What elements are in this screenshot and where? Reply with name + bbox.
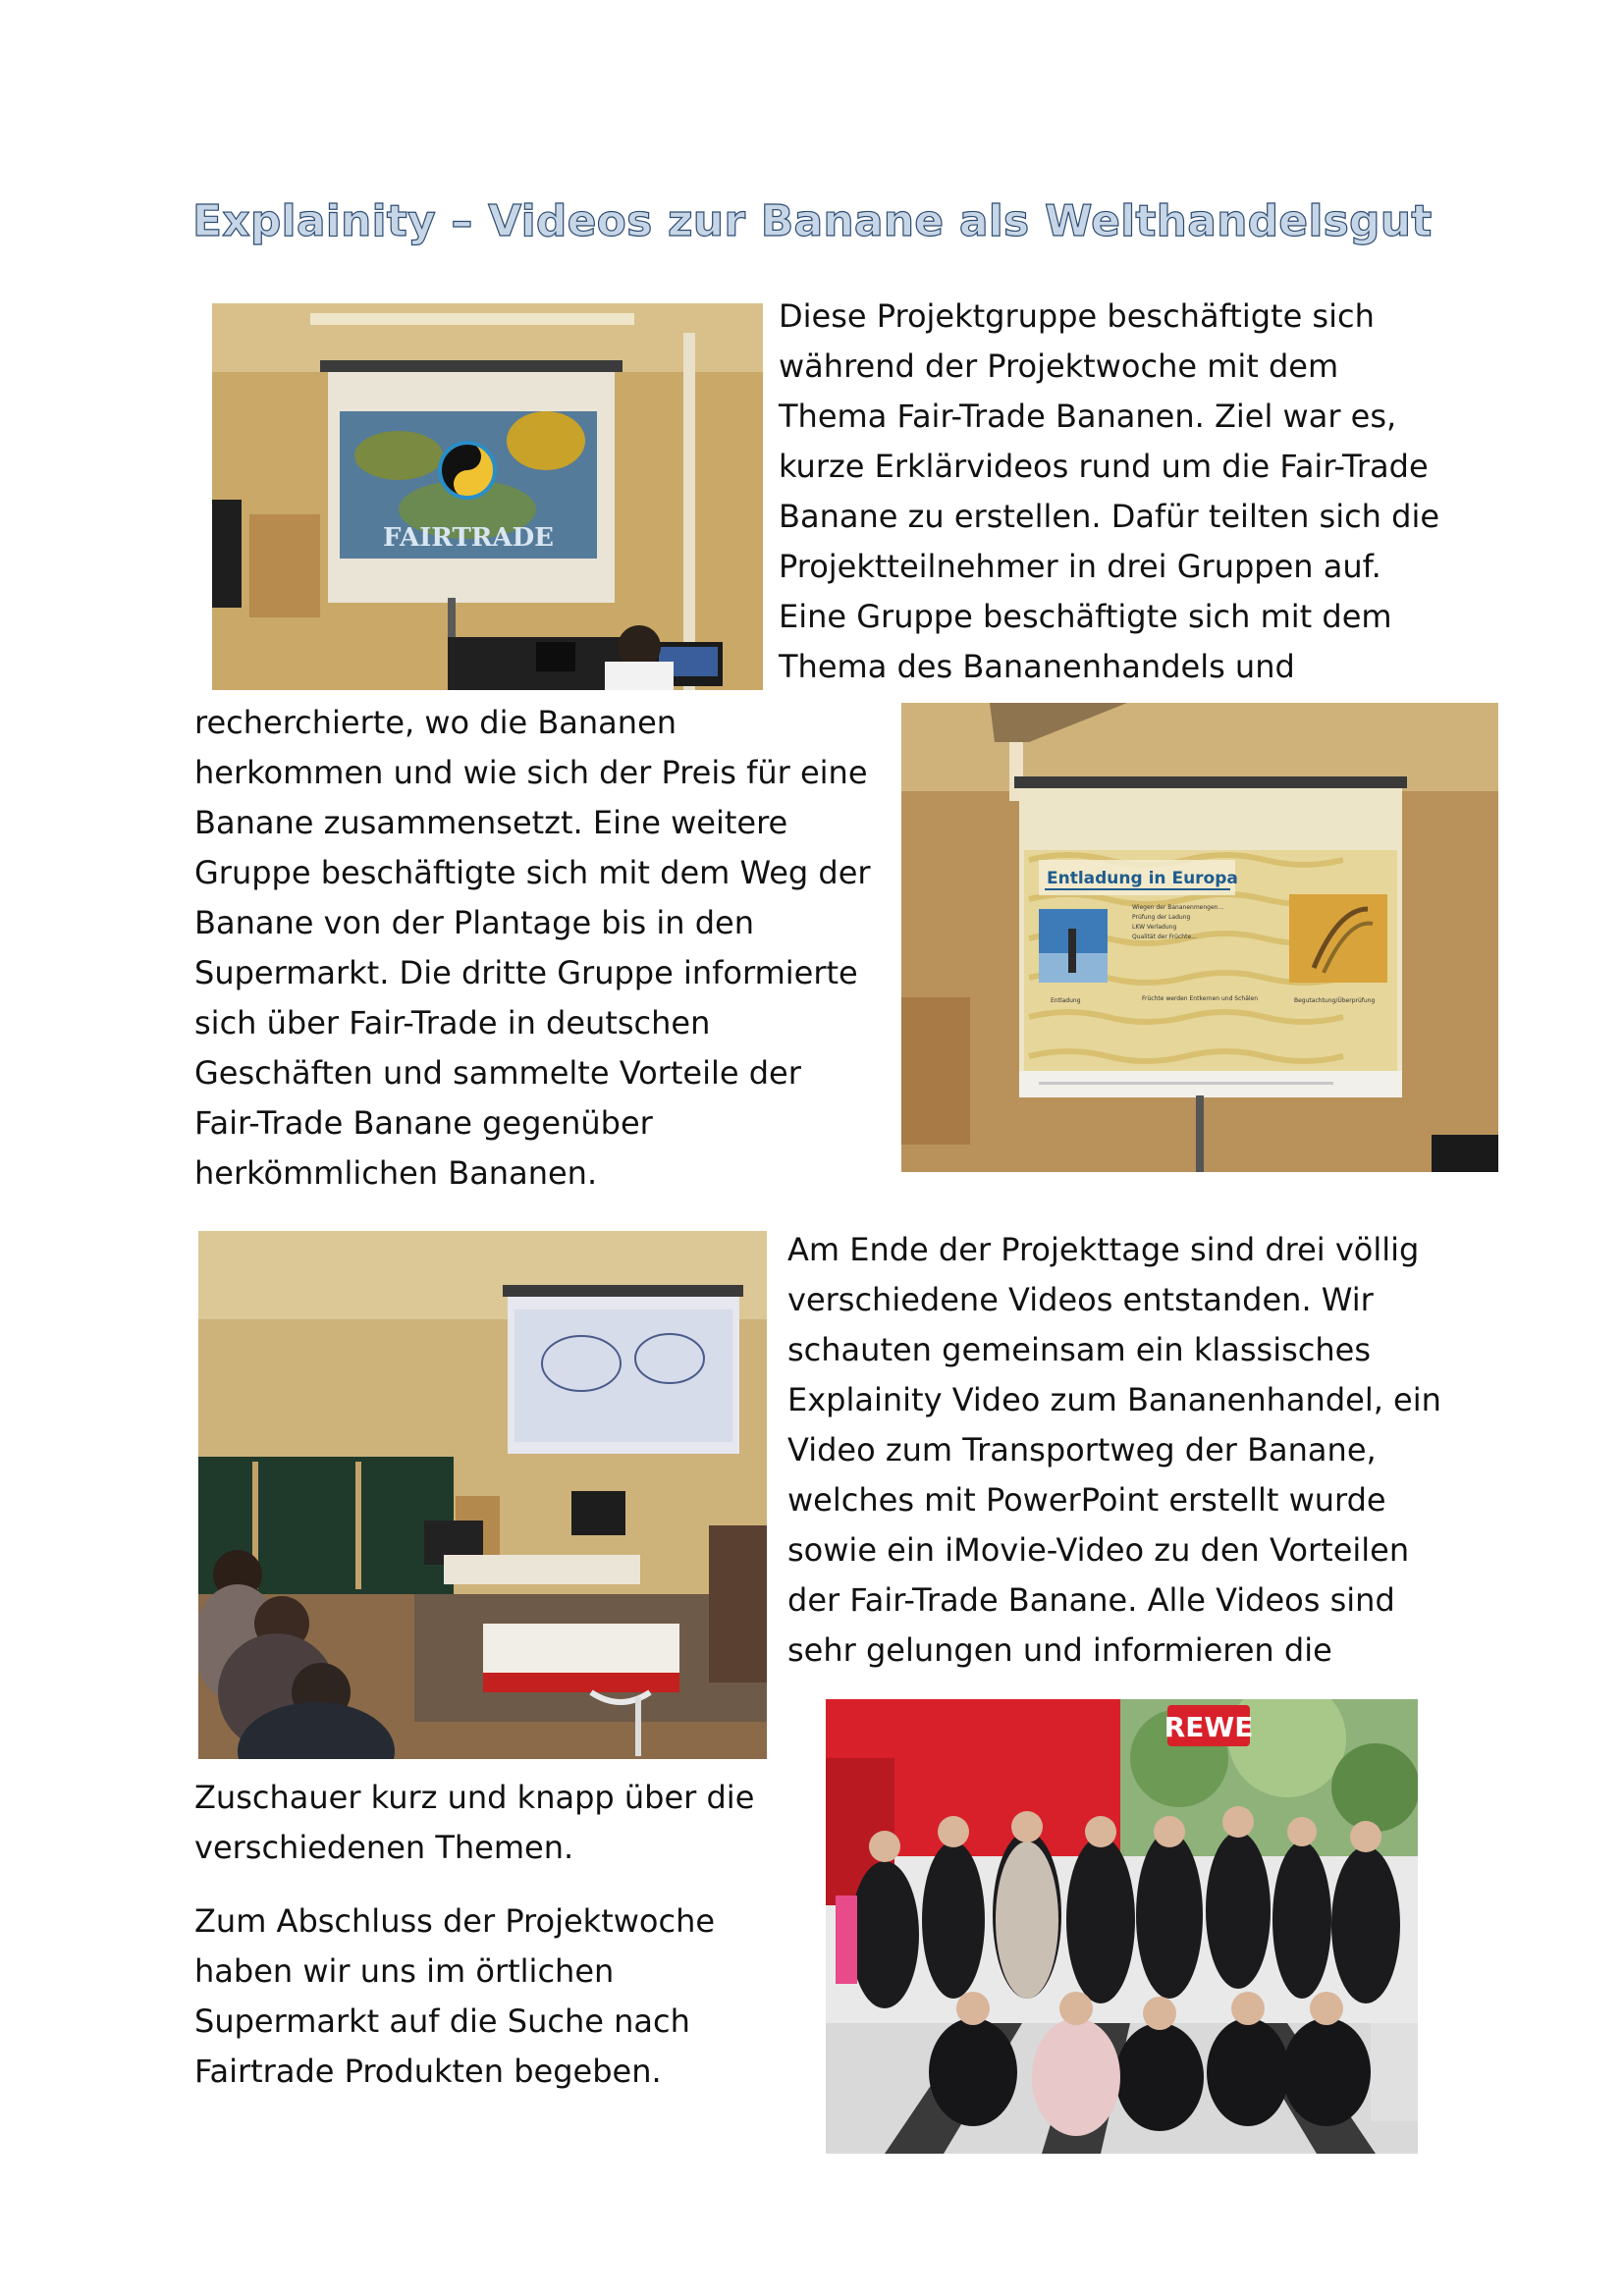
text-line: während der Projektwoche mit dem bbox=[779, 347, 1339, 385]
text-line: Am Ende der Projekttage sind drei völlig bbox=[787, 1231, 1420, 1268]
photo-rewe-group bbox=[826, 1699, 1418, 2154]
slide-caption-left: Entladung bbox=[1051, 997, 1081, 1004]
photo-classroom bbox=[198, 1231, 767, 1759]
text-line: verschiedenen Themen. bbox=[194, 1829, 574, 1866]
text-line: herkommen und wie sich der Preis für eine bbox=[194, 754, 868, 791]
text-line: haben wir uns im örtlichen bbox=[194, 1952, 615, 1990]
slide-bullet: Prüfung der Ladung bbox=[1132, 914, 1191, 921]
text-line: schauten gemeinsam ein klassisches bbox=[787, 1331, 1371, 1368]
slide-bullet: LKW Verladung bbox=[1132, 924, 1177, 931]
fairtrade-screen-text: FAIRTRADE bbox=[383, 523, 554, 553]
text-line: welches mit PowerPoint erstellt wurde bbox=[787, 1481, 1386, 1519]
text-line: Explainity Video zum Bananenhandel, ein bbox=[787, 1381, 1441, 1418]
text-line: herkömmlichen Bananen. bbox=[194, 1154, 598, 1192]
page-title: Explainity – Videos zur Banane als Welthandelsgut bbox=[192, 196, 1433, 246]
text-line: Zuschauer kurz und knapp über die bbox=[194, 1779, 755, 1816]
slide-title: Entladung in Europa bbox=[1047, 869, 1238, 888]
photo-fairtrade-screen bbox=[212, 303, 763, 690]
slide-bullet: Wiegen der Bananenmengen... bbox=[1132, 904, 1224, 911]
slide-caption-mid: Früchte werden Entkernen und Schälen bbox=[1142, 995, 1259, 1002]
text-line: der Fair-Trade Banane. Alle Videos sind bbox=[787, 1581, 1395, 1619]
paragraph-audience bbox=[194, 1773, 754, 1873]
text-line: sowie ein iMovie-Video zu den Vorteilen bbox=[787, 1531, 1410, 1569]
text-line: Banane zu erstellen. Dafür teilten sich die bbox=[779, 498, 1440, 535]
text-line: Banane zusammensetzt. Eine weitere bbox=[194, 804, 788, 841]
paragraph-videos bbox=[787, 1225, 1441, 1676]
text-line: Supermarkt. Die dritte Gruppe informierte bbox=[194, 954, 858, 991]
text-line: Supermarkt auf die Suche nach bbox=[194, 2002, 690, 2040]
text-line: Eine Gruppe beschäftigte sich mit dem bbox=[779, 598, 1392, 635]
text-line: Banane von der Plantage bis in den bbox=[194, 904, 754, 941]
rewe-sign: REWE bbox=[1164, 1711, 1254, 1743]
text-line: Thema Fair-Trade Bananen. Ziel war es, bbox=[779, 398, 1397, 435]
slide-caption-right: Begutachtung/Überprüfung bbox=[1294, 997, 1376, 1004]
slide-bullet: Qualität der Früchte... bbox=[1132, 934, 1197, 940]
paragraph-groups bbox=[194, 698, 871, 1199]
text-line: Fairtrade Produkten begeben. bbox=[194, 2053, 662, 2090]
text-line: recherchierte, wo die Bananen bbox=[194, 704, 677, 741]
text-line: verschiedene Videos entstanden. Wir bbox=[787, 1281, 1374, 1318]
text-line: kurze Erklärvideos rund um die Fair-Trade bbox=[779, 448, 1429, 485]
text-line: Projektteilnehmer in drei Gruppen auf. bbox=[779, 548, 1381, 585]
text-line: Fair-Trade Banane gegenüber bbox=[194, 1104, 653, 1142]
paragraph-closing bbox=[194, 1896, 715, 2097]
text-line: Video zum Transportweg der Banane, bbox=[787, 1431, 1377, 1468]
photo-slide-screen bbox=[901, 703, 1498, 1172]
text-line: sich über Fair-Trade in deutschen bbox=[194, 1004, 711, 1041]
text-line: Zum Abschluss der Projektwoche bbox=[194, 1902, 716, 1940]
text-line: Diese Projektgruppe beschäftigte sich bbox=[779, 297, 1375, 335]
text-line: Geschäften und sammelte Vorteile der bbox=[194, 1054, 801, 1092]
text-line: sehr gelungen und informieren die bbox=[787, 1631, 1332, 1669]
text-line: Gruppe beschäftigte sich mit dem Weg der bbox=[194, 854, 871, 891]
paragraph-intro bbox=[779, 292, 1439, 692]
text-line: Thema des Bananenhandels und bbox=[779, 648, 1295, 685]
